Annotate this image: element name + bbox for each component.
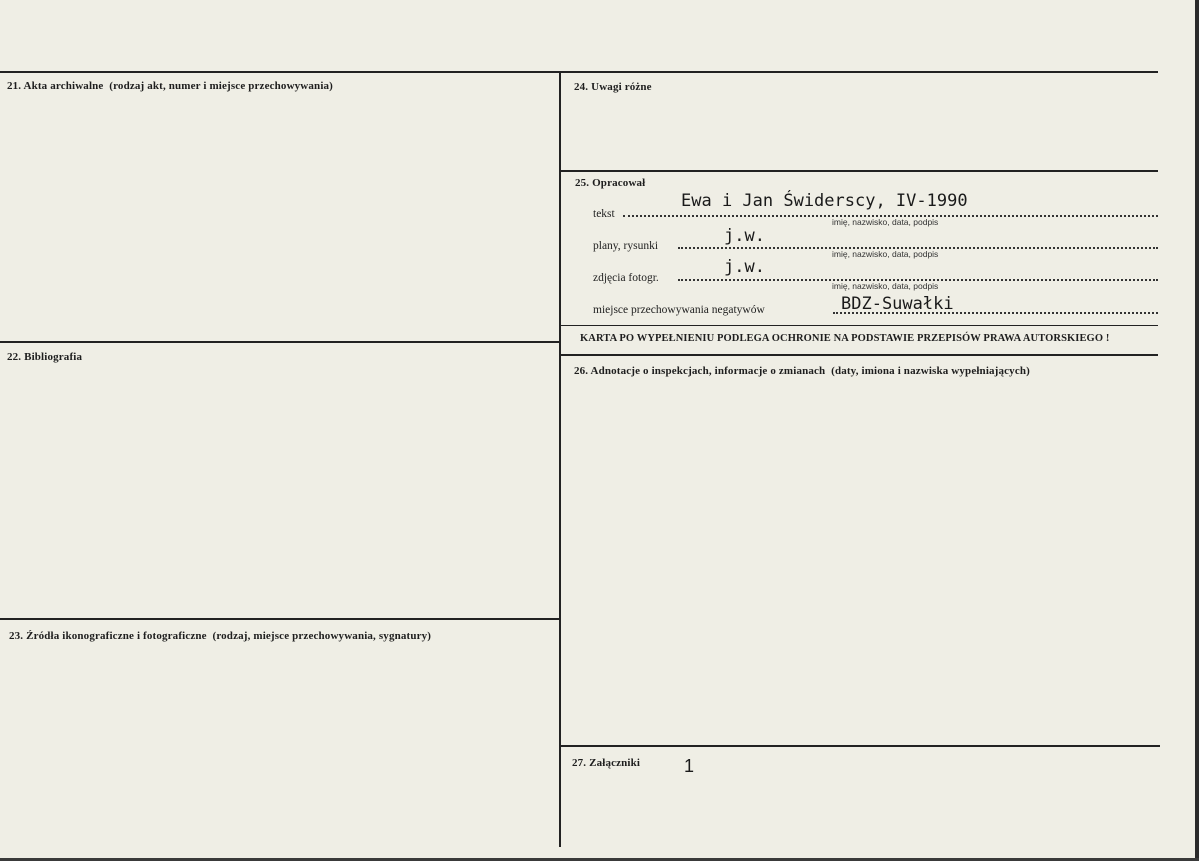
photos-value: j.w. bbox=[724, 257, 765, 277]
negatywy-dotted-line bbox=[833, 312, 1158, 314]
section-21-hint: (rodzaj akt, numer i miejsce przechowywania) bbox=[109, 80, 333, 92]
section-21-label: 21. Akta archiwalne bbox=[7, 80, 104, 92]
section-23-hint: (rodzaj, miejsce przechowywania, sygnatury) bbox=[212, 630, 432, 642]
section-27-label: 27. Załączniki bbox=[572, 757, 641, 769]
top-rule bbox=[0, 71, 1158, 73]
rule-26-27 bbox=[560, 745, 1160, 747]
rule-21-22 bbox=[0, 341, 560, 343]
rule-24-25 bbox=[560, 170, 1158, 172]
section-25-label: 25. Opracował bbox=[575, 177, 646, 189]
section-21-heading bbox=[7, 80, 333, 92]
zdjecia-hint: imię, nazwisko, data, podpis bbox=[832, 281, 939, 291]
plany-hint: imię, nazwisko, data, podpis bbox=[832, 249, 939, 259]
negatives-value: BDZ-Suwałki bbox=[841, 294, 954, 314]
section-26-hint: (daty, imiona i nazwiska wypełniających) bbox=[831, 365, 1030, 377]
section-26-heading bbox=[574, 365, 1030, 377]
center-divider bbox=[559, 71, 561, 847]
section-24-label: 24. Uwagi różne bbox=[574, 81, 652, 93]
negatywy-label: miejsce przechowywania negatywów bbox=[593, 304, 765, 316]
tekst-label: tekst bbox=[593, 208, 615, 220]
rule-notice-top bbox=[560, 325, 1158, 326]
tekst-hint: imię, nazwisko, data, podpis bbox=[832, 217, 939, 227]
copyright-notice: KARTA PO WYPEŁNIENIU PODLEGA OCHRONIE NA PODSTAWIE PRZEPISÓW PRAWA AUTORSKIEGO ! bbox=[580, 333, 1110, 344]
rule-25-26 bbox=[560, 354, 1158, 356]
section-23-heading bbox=[9, 630, 431, 642]
plany-label: plany, rysunki bbox=[593, 240, 659, 252]
attachments-count: 1 bbox=[684, 756, 695, 776]
section-22-label: 22. Bibliografia bbox=[7, 351, 83, 363]
card-edge-right bbox=[1195, 0, 1199, 861]
zdjecia-label: zdjęcia fotogr. bbox=[593, 272, 659, 284]
section-23-label: 23. Źródła ikonograficzne i fotograficzne bbox=[9, 630, 207, 642]
plans-value: j.w. bbox=[724, 226, 765, 246]
section-26-label: 26. Adnotacje o inspekcjach, informacje o zmianach bbox=[574, 365, 826, 377]
author-text-value: Ewa i Jan Świderscy, IV-1990 bbox=[681, 191, 968, 211]
rule-22-23 bbox=[0, 618, 560, 620]
